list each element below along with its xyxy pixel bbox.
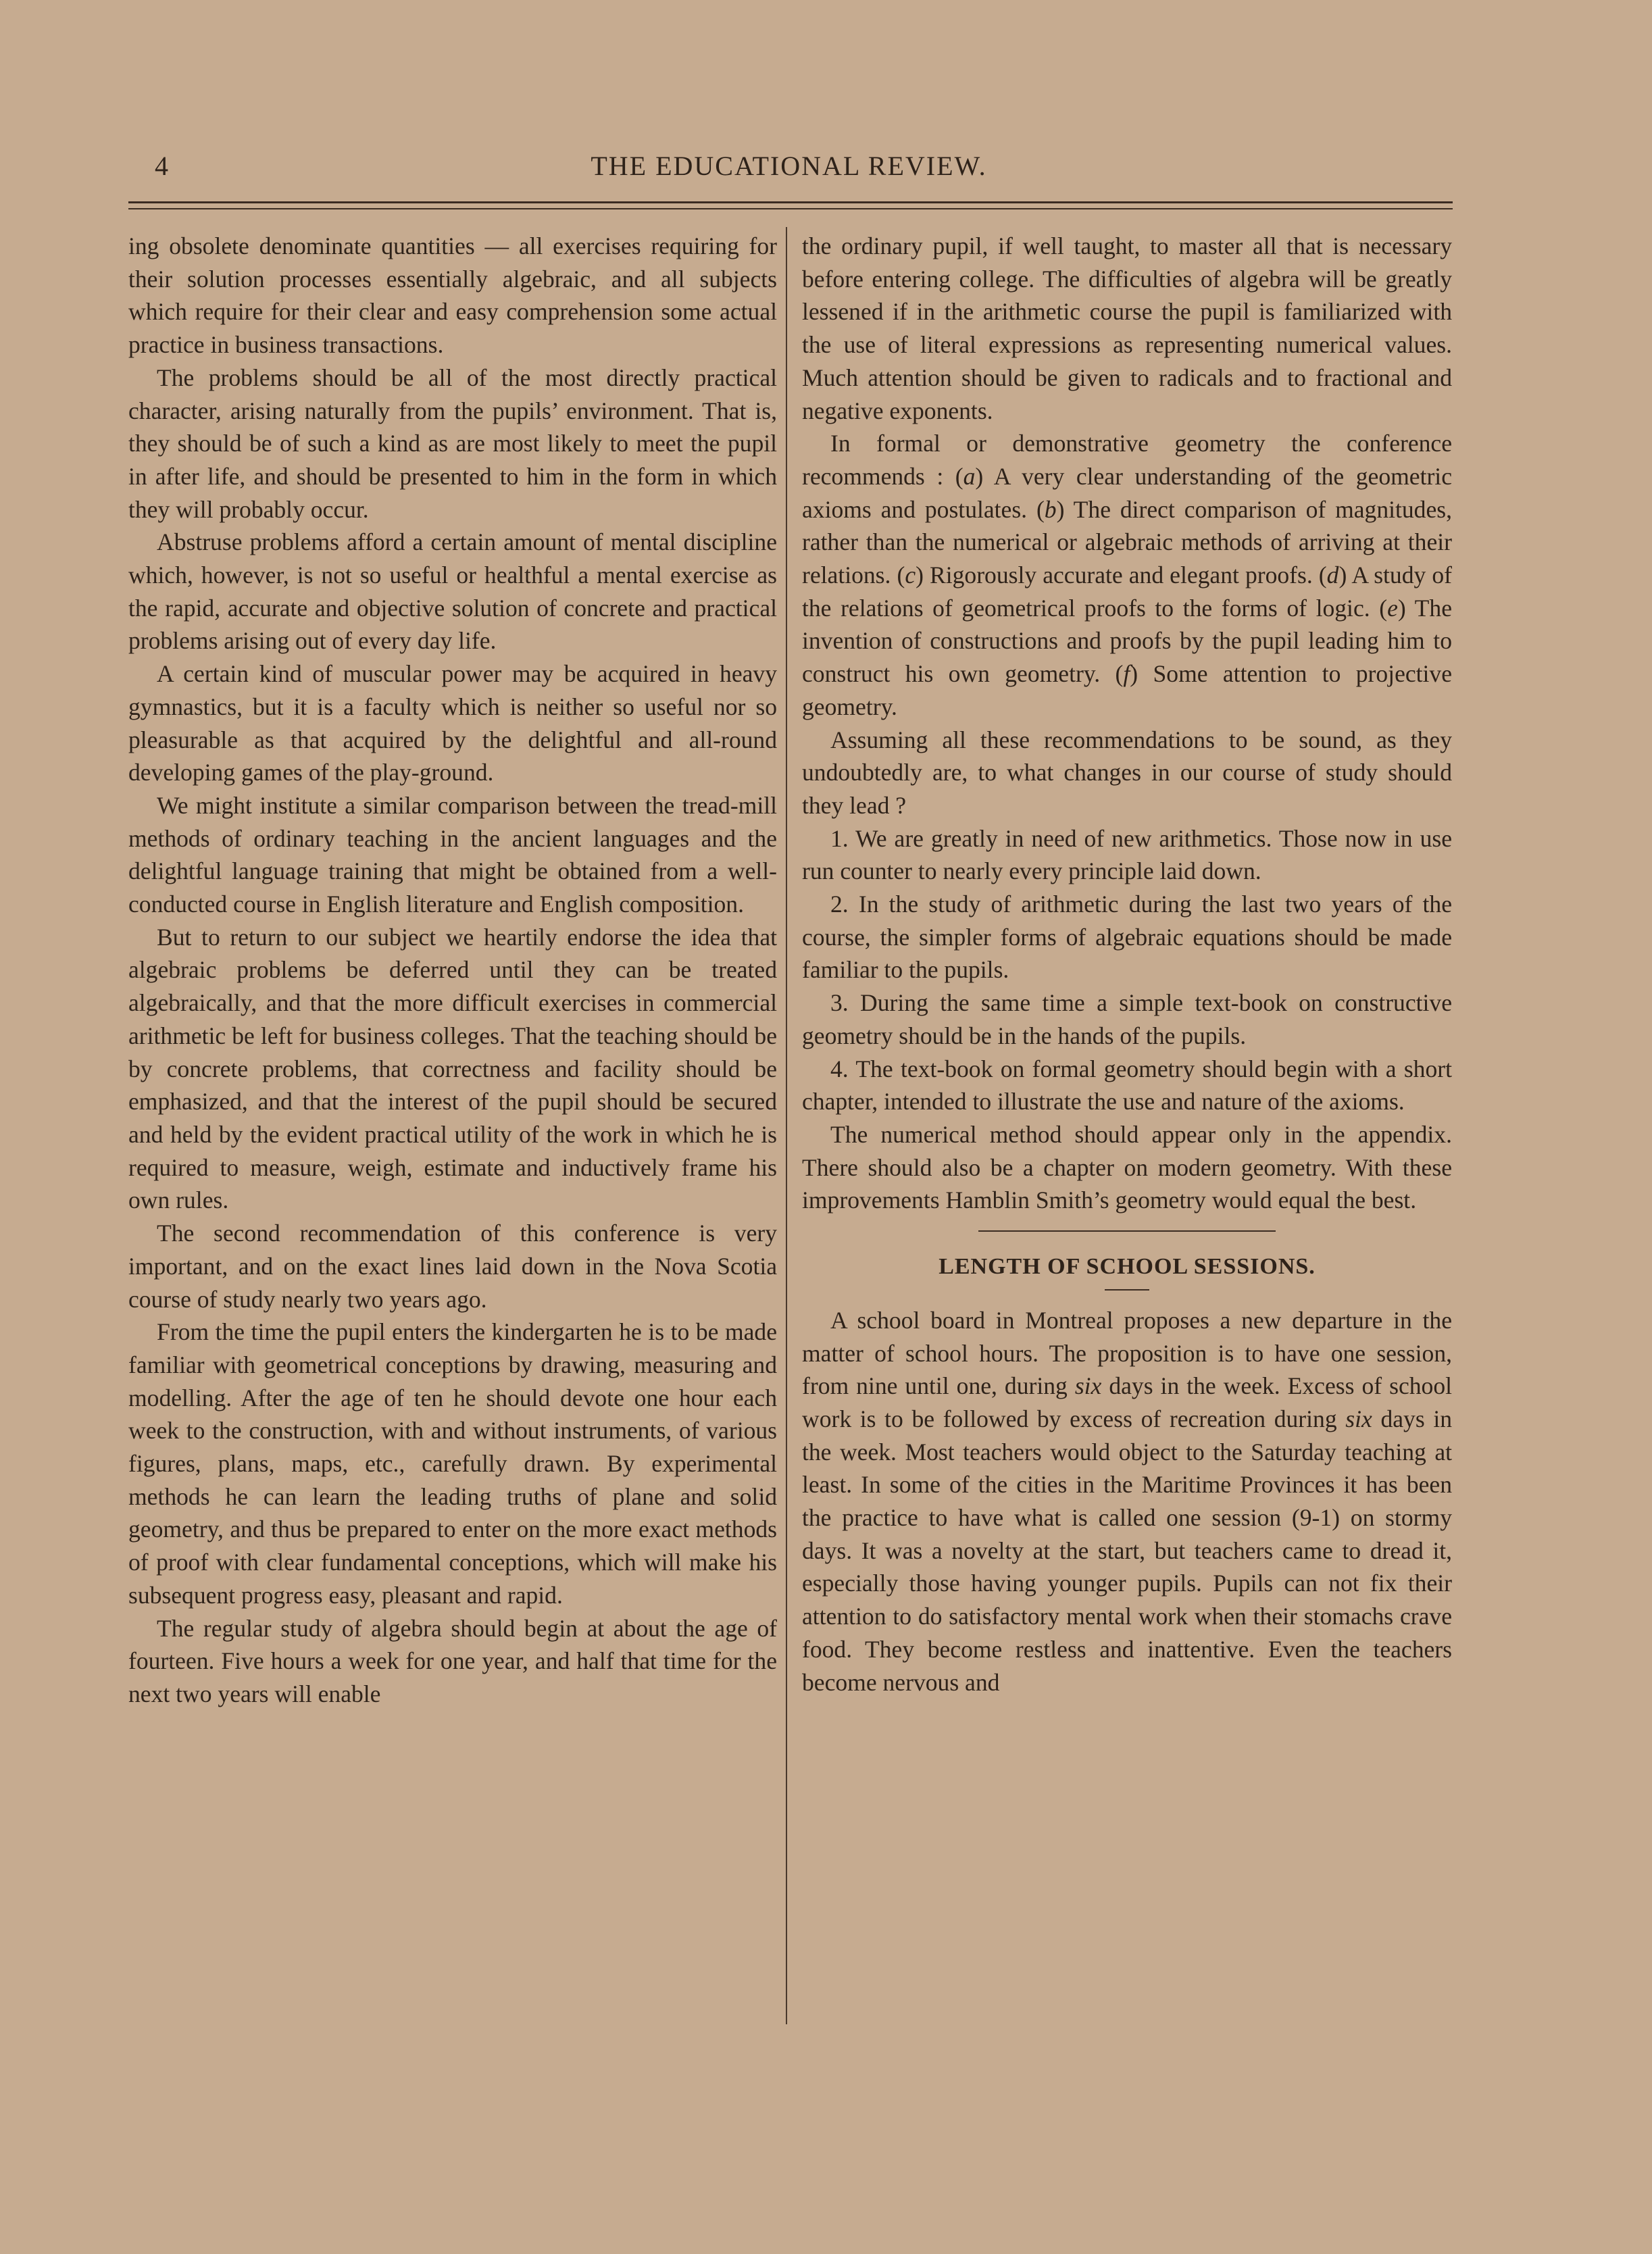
item-letter: a xyxy=(963,462,976,490)
item-letter: c xyxy=(905,561,916,589)
paragraph: 2. In the study of arithmetic during the last two years of the course, the simpler forms of algebraic equations should be made familiar to the pupils. xyxy=(802,891,1452,984)
item-letter: e xyxy=(1387,594,1398,622)
paragraph: ing obsolete denominate quantities — all exercises requiring for their solution processes essentially algebraic, and all subjects which require for their clear and easy comprehension some actual practice in business transactions. xyxy=(128,232,777,359)
paragraph: From the time the pupil enters the kindergarten he is to be made familiar with geometrical conceptions by drawing, measuring and modelling. After the age of ten he should devote one hour each week to the construction, with and without instruments, of various figures, plans, maps, etc., carefully drawn. By experimental methods he can learn the leading truths of plane and solid geometry, and thus be prepared to enter on the more exact methods of proof with clear fundamental conceptions, which will make his subsequent progress easy, pleasant and rapid. xyxy=(128,1318,777,1609)
paragraph: The second recommendation of this conference is very important, and on the exact lines laid down in the Nova Scotia course of study nearly two years ago. xyxy=(128,1220,777,1313)
section-divider xyxy=(978,1230,1276,1232)
paragraph: 1. We are greatly in need of new arithmetics. Those now in use run counter to nearly every principle laid down. xyxy=(802,824,1452,885)
italic-word: six xyxy=(1074,1372,1102,1400)
paragraph: The regular study of algebra should begin at about the age of fourteen. Five hours a week for one year, and half that time for the next two years will enable xyxy=(128,1614,777,1707)
paragraph-geometry-recommendations xyxy=(802,427,1452,723)
paragraph: the ordinary pupil, if well taught, to master all that is necessary before entering college. The difficulties of algebra will be greatly lessened if in the arithmetic course the pupil is familiarized with the use of literal expressions as representing numerical values. Much attention should be given to radicals and to fractional and negative exponents. xyxy=(802,232,1452,424)
paragraph: The numerical method should appear only in the appendix. There should also be a chapter on modern geometry. With these improvements Hamblin Smith’s geometry would equal the best. xyxy=(802,1120,1452,1214)
paragraph: 4. The text-book on formal geometry should begin with a short chapter, intended to illustrate the use and nature of the axioms. xyxy=(802,1055,1452,1116)
paragraph: A certain kind of muscular power may be acquired in heavy gymnastics, but it is a faculty which is neither so useful nor so pleasurable as that acquired by the delightful and all-round developing games of the play-ground. xyxy=(128,660,777,786)
paragraph: 3. During the same time a simple text-book on constructive geometry should be in the hands of the pupils. xyxy=(802,989,1452,1049)
item-letter: d xyxy=(1326,561,1339,589)
paragraph: We might institute a similar comparison between the tread-mill methods of ordinary teaching in the ancient languages and the delightful language training that might be obtained from a well-conducted course in English literature and English composition. xyxy=(128,791,777,918)
item-letter: b xyxy=(1044,495,1057,523)
paragraph: The problems should be all of the most directly practical character, arising naturally from the pupils’ environment. That is, they should be of such a kind as are most likely to meet the pupil in after life, and should be presented to him in the form in which they will probably occur. xyxy=(128,364,777,523)
item-letter: f xyxy=(1123,660,1130,688)
text-run: A school board in Montreal proposes a new departure in the matter of school hours. The proposition is to have one session, from nine until one, during xyxy=(802,1306,1452,1400)
text-run: ) The invention of constructions and proofs by the pupil leading him to construct his own geometry. ( xyxy=(802,594,1452,688)
text-run: ) The direct comparison of magnitudes, rather than the numerical or algebraic methods of arriving at their relations. ( xyxy=(802,495,1452,589)
left-column xyxy=(128,230,777,1711)
journal-title: THE EDUCATIONAL REVIEW. xyxy=(591,151,987,181)
title-underline xyxy=(1105,1289,1149,1291)
text-run: ) Rigorously accurate and elegant proofs. ( xyxy=(916,561,1327,589)
page-number: 4 xyxy=(155,151,168,181)
text-run: ) Some attention to projective geometry. xyxy=(802,660,1452,720)
text-run: ) A very clear understanding of the geometric axioms and postulates. ( xyxy=(802,462,1452,523)
text-run: In formal or demonstrative geometry the conference recommends : ( xyxy=(802,430,1452,490)
paragraph: Abstruse problems afford a certain amount of mental discipline which, however, is not so useful or healthful a mental exercise as the rapid, accurate and objective solution of concrete and practical problems arising out of every day life. xyxy=(128,528,777,655)
page-header xyxy=(125,150,1453,191)
italic-word: six xyxy=(1345,1405,1372,1432)
text-run: ) A study of the relations of geometrical proofs to the forms of logic. ( xyxy=(802,561,1452,622)
text-run: days in the week. Excess of school work is to be followed by excess of recreation during xyxy=(802,1372,1452,1432)
paragraph: Assuming all these recommendations to be sound, as they undoubtedly are, to what changes in our course of study should they lead ? xyxy=(802,726,1452,819)
section-title: LENGTH OF SCHOOL SESSIONS. xyxy=(938,1254,1316,1280)
right-column xyxy=(802,230,1452,1699)
paragraph: But to return to our subject we heartily endorse the idea that algebraic problems be deferred until they can be treated algebraically, and that the more difficult exercises in commercial arithmetic be left for business colleges. That the teaching should be by concrete problems, that correctness and facility should be emphasized, and that the interest of the pupil should be secured and held by the evident practical utility of the work in which he is required to measure, weigh, estimate and inductively frame his own rules. xyxy=(128,923,777,1214)
paragraph-school-sessions xyxy=(802,1304,1452,1699)
header-rule-top xyxy=(128,201,1453,203)
text-run: days in the week. Most teachers would object to the Saturday teaching at least. In some of the cities in the Maritime Provinces it has been the practice to have what is called one session (9-1) on stormy days. It was a novelty at the start, but teachers came to dread it, especially those having younger pupils. Pupils can not fix their attention to do satisfactory mental work when their stomachs crave food. They become restless and inattentive. Even the teachers become nervous and xyxy=(802,1405,1452,1696)
column-divider xyxy=(786,227,787,2024)
header-rule-bottom xyxy=(128,208,1453,209)
